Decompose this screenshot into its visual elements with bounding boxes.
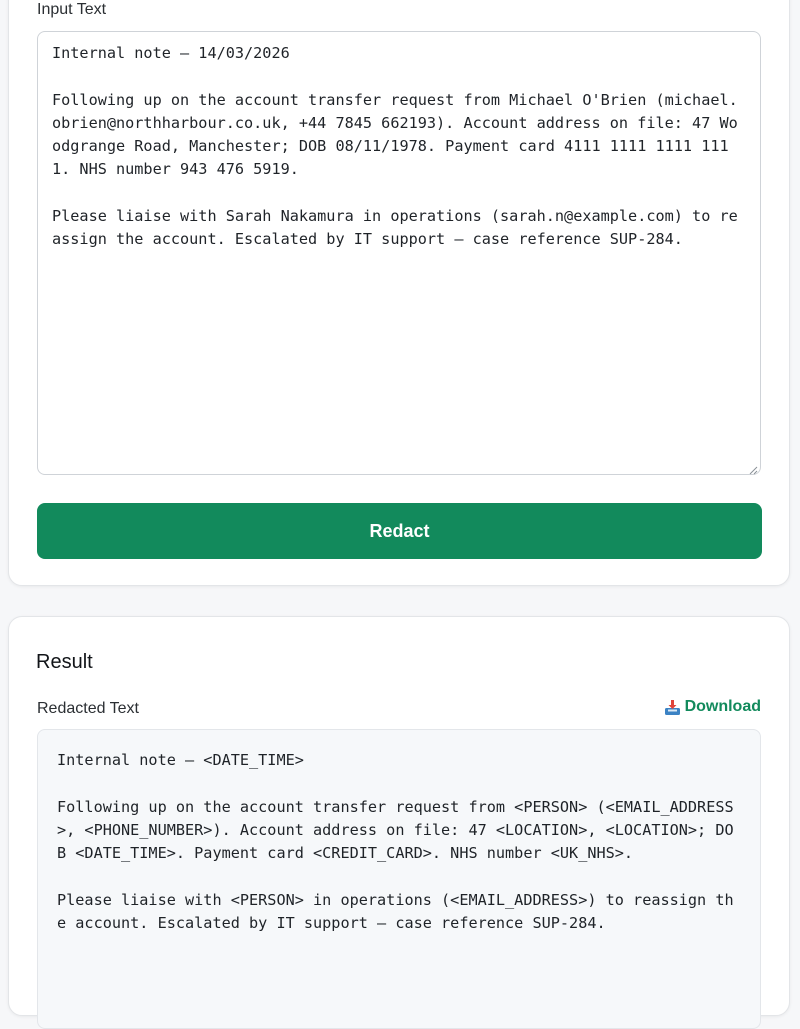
result-card — [8, 616, 790, 1016]
input-text-label: Input Text — [37, 1, 107, 18]
download-label[interactable]: Download — [684, 698, 761, 715]
input-textarea[interactable] — [37, 31, 761, 475]
resize-handle-icon[interactable] — [748, 462, 758, 472]
result-heading: Result — [36, 651, 93, 673]
redacted-output-box — [37, 729, 761, 1029]
input-textarea-content[interactable]: Internal note — 14/03/2026 Following up on the account transfer request from Michael O'Brien (michael.obrien@northharbour.co.uk, +44 7845 662193). Account address on file: 47 Woodgrange Road, Manchester; DOB 08/11/1978. Payment card 4111 1111 1111 1111. NHS number 943 476 5919. Please liaise with Sarah Nakamura in operations (sarah.n@example.com) to reassign the account. Escalated by IT support — case reference SUP-284. — [52, 44, 738, 249]
redact-button[interactable]: Redact — [37, 503, 762, 559]
redacted-text-label: Redacted Text — [37, 700, 139, 717]
input-card — [8, 0, 790, 586]
redacted-output-text: Internal note — <DATE_TIME> Following up on the account transfer request from <PERSON> (<EMAIL_ADDRESS>, <PHONE_NUMBER>). Account address on file: 47 <LOCATION>, <LOCATION>; DOB <DATE_TIME>. Payment card <CREDIT_CARD>. NHS number <UK_NHS>. Please liaise with <PERSON> in operations (<EMAIL_ADDRESS>) to reassign the account. Escalated by IT support — case reference SUP-284. — [57, 751, 734, 933]
download-icon — [664, 699, 681, 716]
download-link[interactable] — [664, 698, 761, 716]
